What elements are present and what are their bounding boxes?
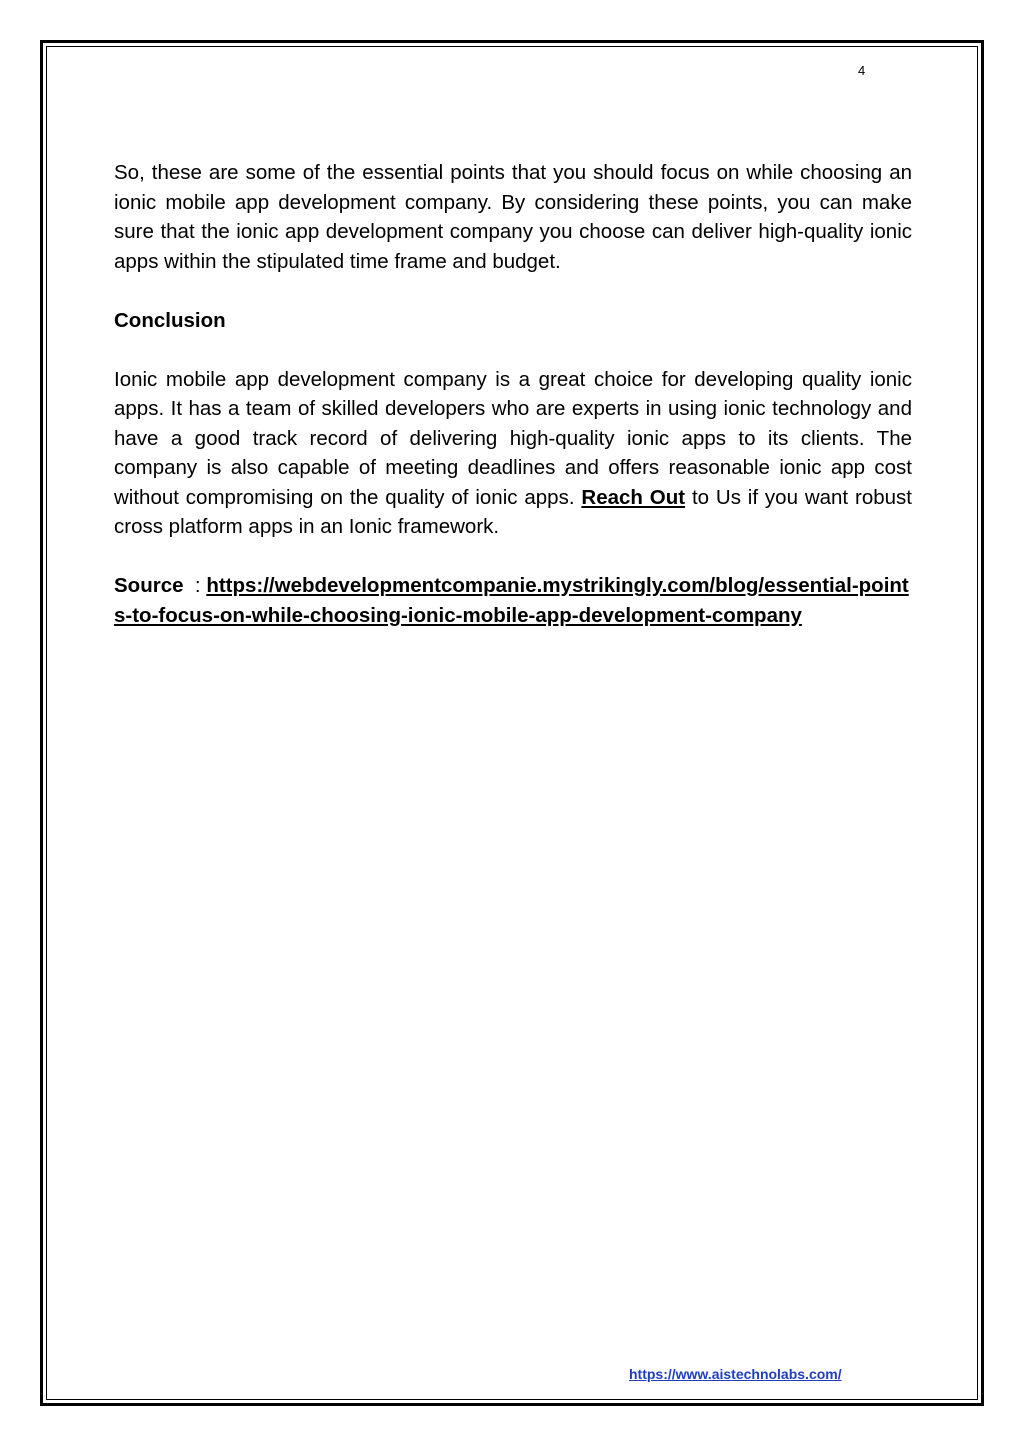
conclusion-text: Ionic mobile app development company is a great choice for developing quality ionic apps. It has a team of skilled developers who are experts in using ionic technology and have a good track record of delivering high-quality ionic apps to its clients. The company is also capable of meeting deadlines and offers reasonable ionic app cost without compromising on the quality of ionic apps. <box>114 367 912 509</box>
document-body <box>114 158 912 630</box>
footer-website-link[interactable]: https://www.aistechnolabs.com/ <box>629 1366 842 1382</box>
source-separator: : <box>194 574 201 597</box>
source-url-link[interactable]: https://webdevelopmentcompanie.mystrikingly.com/blog/essential-points-to-focus-on-while-choosing-ionic-mobile-app-development-company <box>114 574 909 627</box>
conclusion-paragraph <box>114 365 912 542</box>
conclusion-heading: Conclusion <box>114 308 226 332</box>
page-number: 4 <box>858 63 866 78</box>
reach-out-link[interactable]: Reach Out <box>581 485 686 509</box>
source-line <box>114 571 912 630</box>
source-label: Source <box>114 574 184 597</box>
summary-paragraph: So, these are some of the essential points that you should focus on while choosing an ionic mobile app development company. By considering these points, you can make sure that the ionic app development company you choose can deliver high-quality ionic apps within the stipulated time frame and budget. <box>114 161 912 273</box>
conclusion-text-end: to Us if you want robust cross platform apps in an Ionic framework. <box>114 485 912 538</box>
